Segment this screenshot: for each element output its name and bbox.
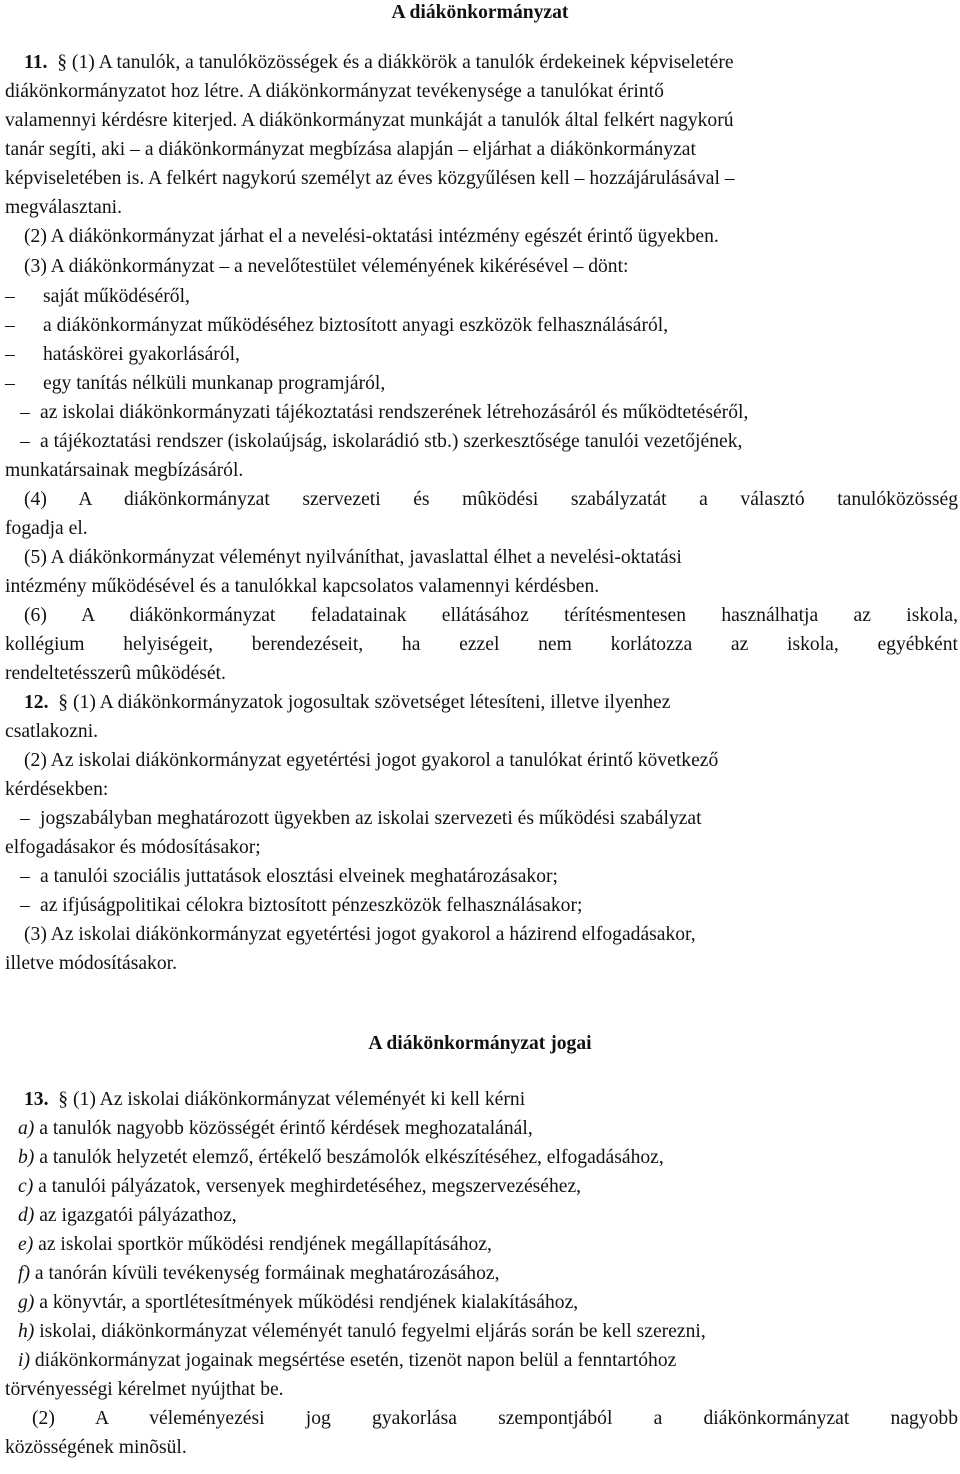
list-item-text: egy tanítás nélküli munkanap programjáról,	[43, 373, 386, 394]
item-label: b)	[18, 1147, 35, 1168]
dash-marker: –	[5, 286, 15, 307]
paragraph-number: 11.	[24, 52, 48, 73]
item-label: i)	[18, 1350, 30, 1371]
list-item-text: az iskolai sportkör működési rendjének megállapításához,	[38, 1234, 492, 1255]
list-item	[5, 311, 958, 340]
paragraph-11-line-6: megválasztani.	[5, 197, 122, 218]
paragraph-11-6: (6) A diákönkormányzat feladatainak ellátásához térítésmentesen használhatja az iskola,	[24, 605, 958, 626]
list-item-text: az igazgatói pályázathoz,	[39, 1205, 237, 1226]
item-label: g)	[18, 1292, 35, 1313]
list-item	[18, 1259, 960, 1288]
list-item	[20, 862, 960, 891]
paragraph-number: 13.	[24, 1089, 49, 1110]
list-item	[5, 340, 958, 369]
section-title: A diákönkormányzat jogai	[368, 1033, 592, 1054]
item-label: h)	[18, 1321, 35, 1342]
item-label: f)	[18, 1263, 30, 1284]
paragraph-number: 12.	[24, 692, 49, 713]
list-item	[18, 1288, 960, 1317]
dash-marker: –	[5, 373, 15, 394]
list-item	[18, 1346, 960, 1375]
list-item-text: a könyvtár, a sportlétesítmények működési rendjének kialakításához,	[39, 1292, 579, 1313]
list-item-text: saját működéséről,	[43, 286, 190, 307]
dash-marker: –	[20, 431, 30, 452]
paragraph-11-5-cont: intézmény működésével és a tanulókkal kapcsolatos valamennyi kérdésben.	[5, 576, 600, 597]
list-item	[5, 369, 958, 398]
list-item-text: a tanulók helyzetét elemző, értékelő beszámolók elkészítéséhez, elfogadásához,	[39, 1147, 664, 1168]
dash-marker: –	[20, 402, 30, 423]
paragraph-11-line-4: tanár segíti, aki – a diákönkormányzat megbízása alapján – eljárhat a diákönkormányzat	[5, 139, 696, 160]
list-item	[18, 1230, 960, 1259]
dash-marker: –	[20, 895, 30, 916]
list-item	[20, 804, 960, 833]
paragraph-12-2: (2) Az iskolai diákönkormányzat egyetértési jogot gyakorol a tanulókat érintő következő	[24, 750, 719, 771]
paragraph-text: (1) Az iskolai diákönkormányzat véleményét ki kell kérni	[73, 1089, 526, 1110]
paragraph-11-6-cont: rendeltetésszerû mûködését.	[5, 663, 226, 684]
section-title: A diákönkormányzat	[391, 2, 569, 23]
paragraph-12-line-2: csatlakozni.	[5, 721, 99, 742]
section-sign: §	[57, 52, 68, 73]
paragraph-12-3-cont: illetve módosításakor.	[5, 953, 177, 974]
list-item-text: a tanulók nagyobb közösségét érintő kérdések meghozatalánál,	[39, 1118, 533, 1139]
paragraph-12-line-1	[24, 688, 960, 717]
paragraph-13-2-cont: közösségének minõsül.	[5, 1437, 187, 1458]
paragraph-11-line-1	[24, 48, 960, 77]
list-item-text: a tanórán kívüli tevékenység formáinak meghatározásához,	[34, 1263, 500, 1284]
list-item	[18, 1143, 960, 1172]
list-item	[20, 891, 960, 920]
paragraph-12-2-cont: kérdésekben:	[5, 779, 109, 800]
list-item-text: az iskolai diákönkormányzati tájékoztatási rendszerének létrehozásáról és működtetéséről,	[40, 402, 749, 423]
paragraph-text: (1) A diákönkormányzatok jogosultak szövetséget létesíteni, illetve ilyenhez	[73, 692, 671, 713]
section-sign: §	[58, 1089, 69, 1110]
list-item	[18, 1201, 960, 1230]
item-label: d)	[18, 1205, 35, 1226]
list-item-text: a diákönkormányzat működéséhez biztosított anyagi eszközök felhasználásáról,	[43, 315, 669, 336]
dash-marker: –	[5, 315, 15, 336]
list-item-text: a tájékoztatási rendszer (iskolaújság, iskolarádió stb.) szerkesztősége tanulói vezetőjének,	[40, 431, 743, 452]
list-item-text: az ifjúságpolitikai célokra biztosított pénzeszközök felhasználásakor;	[40, 895, 583, 916]
list-item-text: jogszabályban meghatározott ügyekben az iskolai szervezeti és működési szabályzat	[40, 808, 702, 829]
list-item	[18, 1114, 960, 1143]
dash-marker: –	[20, 808, 30, 829]
paragraph-11-line-2: diákönkormányzatot hoz létre. A diákönkormányzat tevékenysége a tanulókat érintő	[5, 81, 664, 102]
dash-marker: –	[5, 344, 15, 365]
item-label: e)	[18, 1234, 34, 1255]
paragraph-11-line-5: képviseletében is. A felkért nagykorú személyt az éves közgyűlésen kell – hozzájárulásával –	[5, 168, 735, 189]
list-item-text: a tanulói pályázatok, versenyek meghirdetéséhez, megszervezéséhez,	[38, 1176, 582, 1197]
paragraph-11-2: (2) A diákönkormányzat járhat el a nevelési-oktatási intézmény egészét érintő ügyekben.	[24, 226, 719, 247]
paragraph-text: (1) A tanulók, a tanulóközösségek és a diákkörök a tanulók érdekeinek képviseletére	[71, 52, 734, 73]
paragraph-11-4-cont: fogadja el.	[5, 518, 88, 539]
paragraph-11-3: (3) A diákönkormányzat – a nevelőtestület véleményének kikérésével – dönt:	[24, 256, 629, 277]
paragraph-11-6-cont: kollégium helyiségeit, berendezéseit, ha ezzel nem korlátozza az iskola, egyébként	[5, 634, 958, 655]
paragraph-13-2: (2) A véleményezési jog gyakorlása szempontjából a diákönkormányzat nagyobb	[32, 1408, 958, 1429]
list-item-text: a tanulói szociális juttatások elosztási elveinek meghatározásakor;	[40, 866, 558, 887]
list-item-text: iskolai, diákönkormányzat véleményét tanuló fegyelmi eljárás során be kell szerezni,	[39, 1321, 706, 1342]
list-item	[5, 282, 958, 311]
item-label: c)	[18, 1176, 34, 1197]
item-label: a)	[18, 1118, 35, 1139]
section-sign: §	[58, 692, 69, 713]
list-item-continuation: törvényességi kérelmet nyújthat be.	[5, 1379, 284, 1400]
list-item-continuation: munkatársainak megbízásáról.	[5, 460, 244, 481]
paragraph-11-4: (4) A diákönkormányzat szervezeti és mûködési szabályzatát a választó tanulóközösség	[24, 489, 958, 510]
paragraph-11-5: (5) A diákönkormányzat véleményt nyilváníthat, javaslattal élhet a nevelési-oktatási	[24, 547, 682, 568]
list-item	[18, 1172, 960, 1201]
paragraph-11-line-3: valamennyi kérdésre kiterjed. A diákönkormányzat munkáját a tanulók által felkért nagykorú	[5, 110, 734, 131]
dash-marker: –	[20, 866, 30, 887]
list-item	[20, 427, 960, 456]
paragraph-13-line-1	[24, 1085, 960, 1114]
list-item	[18, 1317, 960, 1346]
list-item	[20, 398, 960, 427]
list-item-text: diákönkormányzat jogainak megsértése esetén, tizenöt napon belül a fenntartóhoz	[34, 1350, 677, 1371]
list-item-continuation: elfogadásakor és módosításakor;	[5, 837, 261, 858]
paragraph-12-3: (3) Az iskolai diákönkormányzat egyetértési jogot gyakorol a házirend elfogadásakor,	[24, 924, 696, 945]
list-item-text: hatáskörei gyakorlásáról,	[43, 344, 240, 365]
